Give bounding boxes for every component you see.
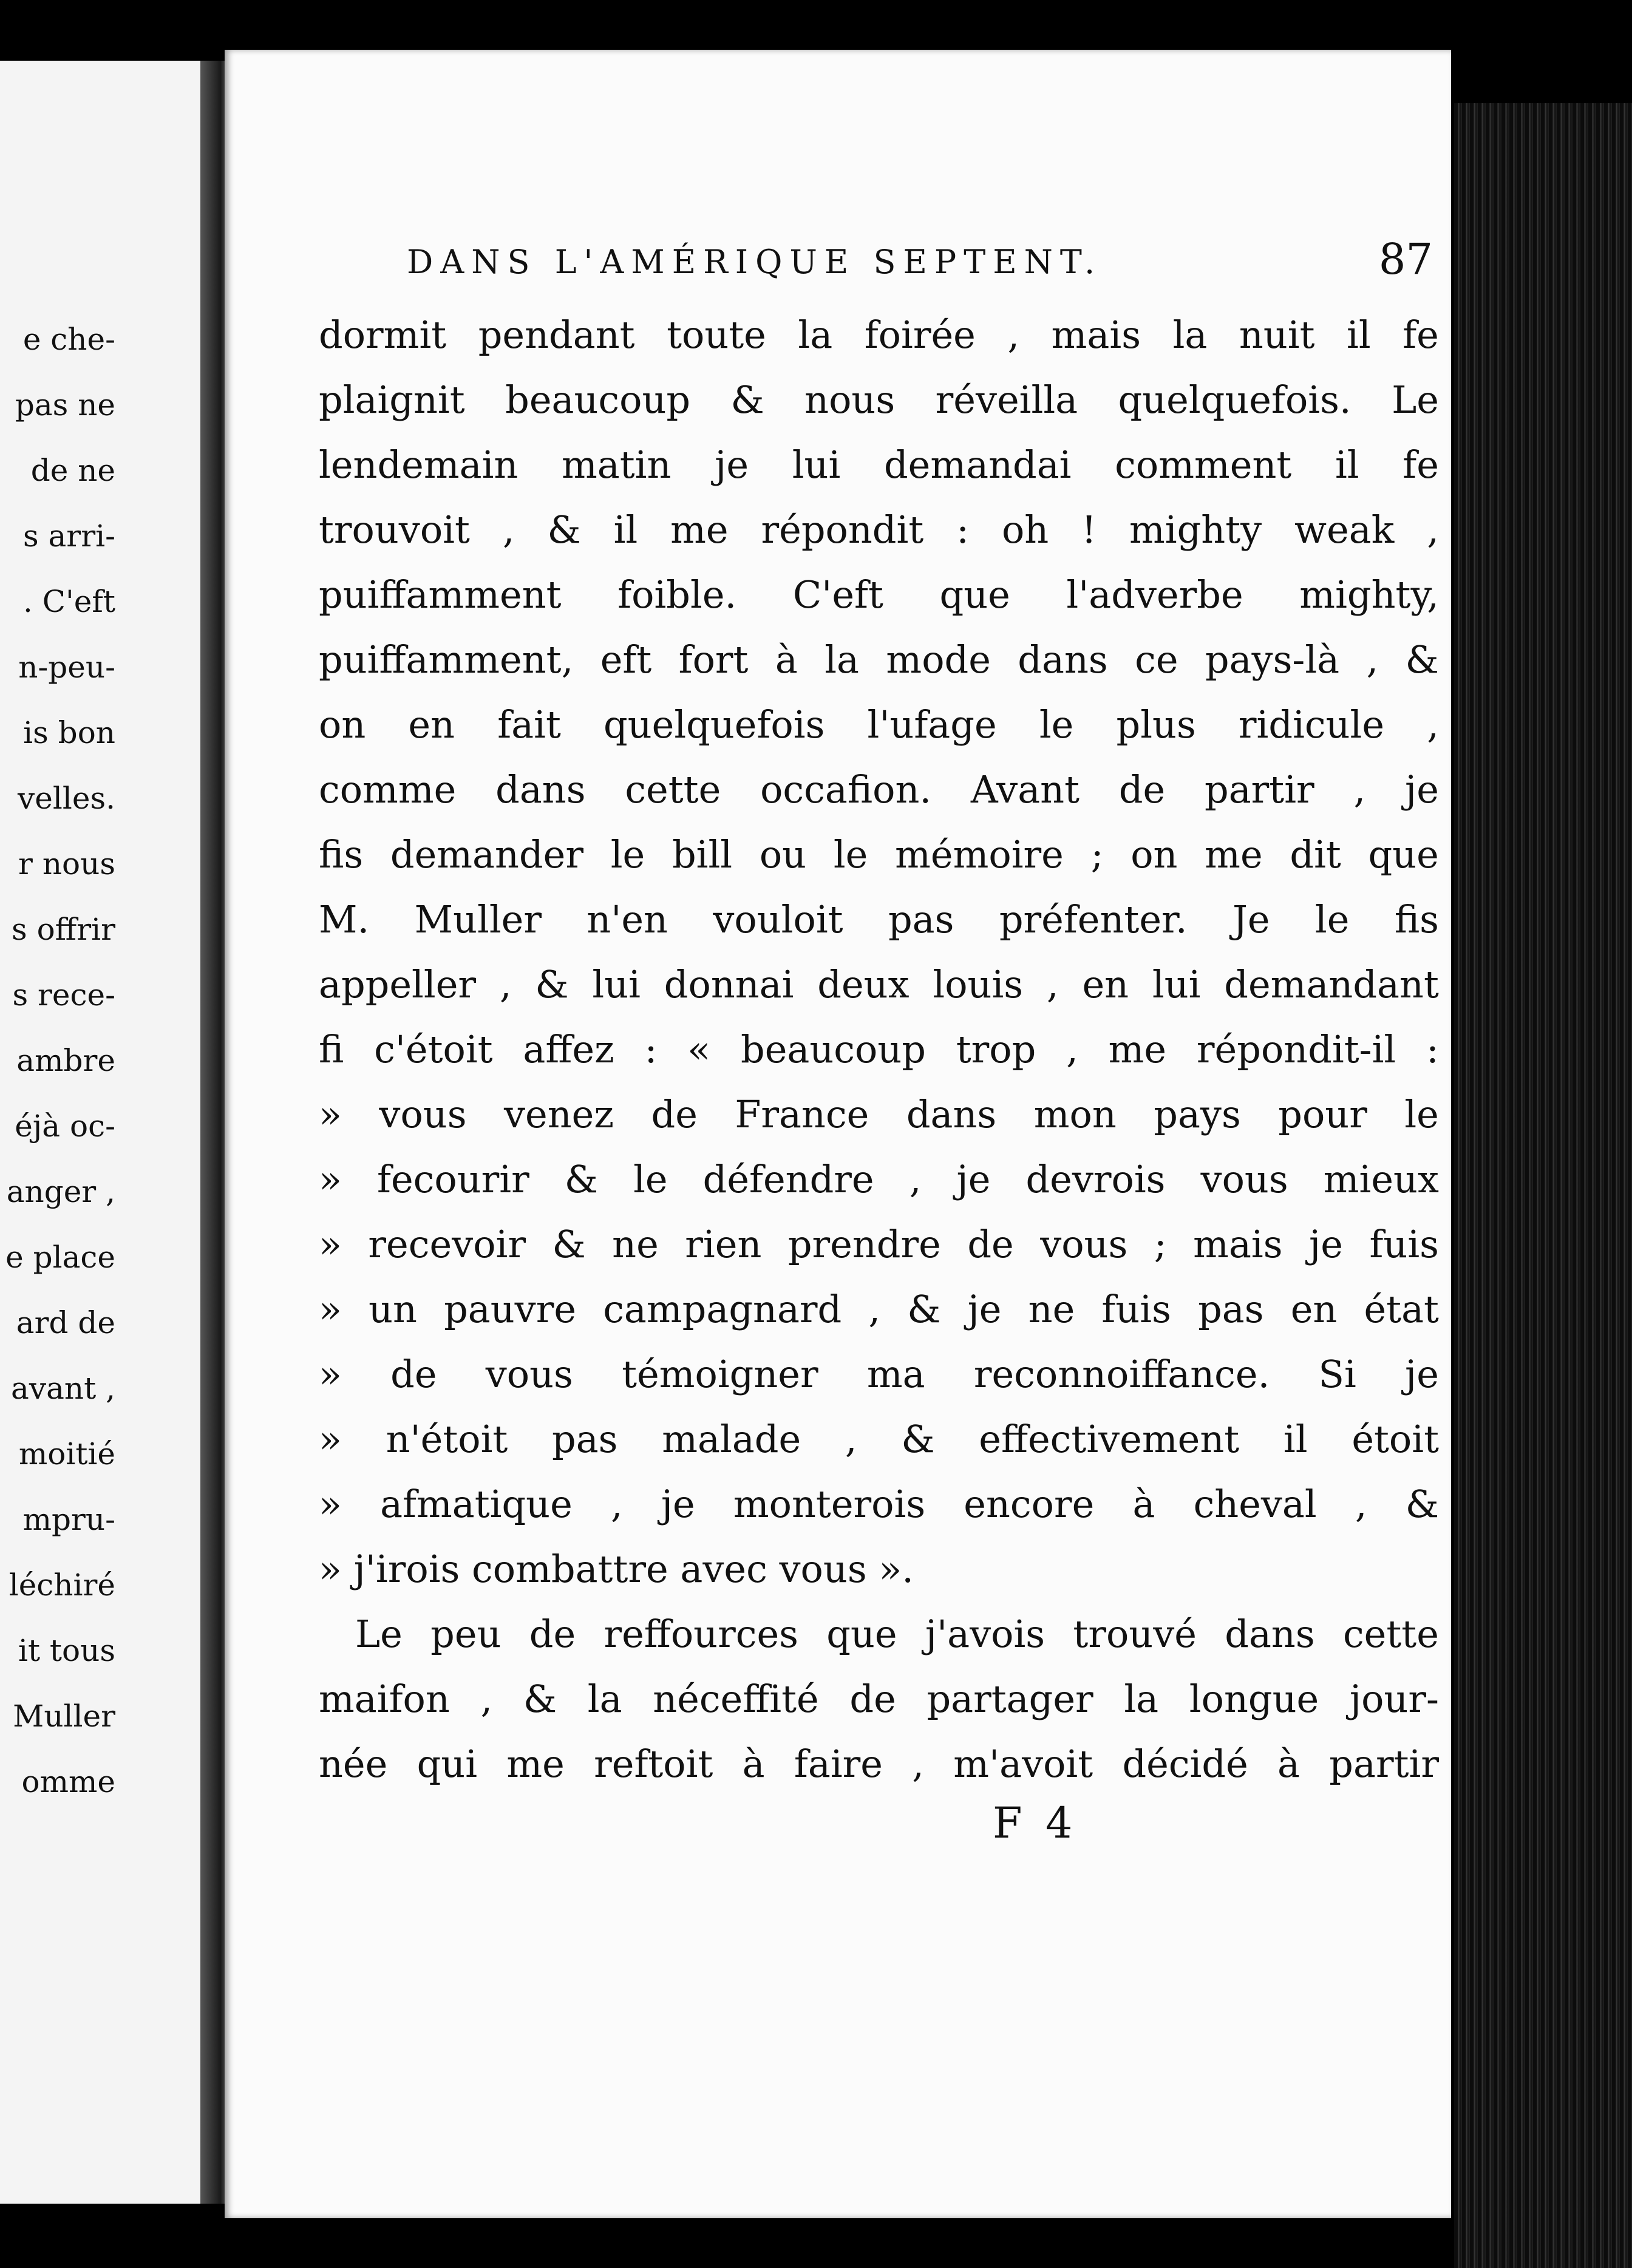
body-line: trouvoit , & il me répondit : oh ! mighty weak ,	[319, 508, 1439, 552]
body-line: puiffamment foible. C'eft que l'adverbe mighty,	[319, 572, 1439, 617]
body-line: » n'étoit pas malade , & effectivement il étoit	[319, 1417, 1439, 1461]
left-page-line: mpru-	[22, 1502, 115, 1537]
left-page-line: ambre	[16, 1043, 115, 1078]
body-line: appeller , & lui donnai deux louis , en lui demandant	[319, 962, 1439, 1007]
body-line: » afmatique , je monterois encore à cheval , &	[319, 1482, 1439, 1526]
body-line: plaignit beaucoup & nous réveilla quelquefois. Le	[319, 378, 1439, 422]
right-page	[225, 50, 1451, 2218]
left-page-line: pas ne	[15, 387, 115, 423]
body-line: maifon , & la néceffité de partager la longue jour-	[319, 1677, 1439, 1721]
left-page-line: . C'eft	[23, 584, 115, 619]
body-line: puiffamment, eft fort à la mode dans ce pays-là , &	[319, 637, 1439, 682]
left-page-line: e che-	[22, 322, 115, 357]
left-page-line: moitié	[18, 1436, 115, 1472]
page-edges	[1454, 103, 1632, 2268]
body-line: » recevoir & ne rien prendre de vous ; mais je fuis	[319, 1222, 1439, 1266]
signature-mark: F 4	[993, 1798, 1078, 1848]
left-page-line: léchiré	[8, 1567, 115, 1603]
left-page-line: de ne	[30, 453, 115, 488]
left-facing-page	[0, 61, 200, 2204]
body-line: » un pauvre campagnard , & je ne fuis pas en état	[319, 1287, 1439, 1331]
body-line: lendemain matin je lui demandai comment il fe	[319, 443, 1439, 487]
left-page-line: velles.	[18, 781, 115, 816]
left-page-line: r nous	[18, 846, 115, 881]
body-line: » fecourir & le défendre , je devrois vous mieux	[319, 1157, 1439, 1201]
body-line: on en fait quelquefois l'ufage le plus ridicule ,	[319, 702, 1439, 747]
left-page-line: ard de	[16, 1305, 115, 1340]
left-page-line: Muller	[13, 1699, 115, 1734]
body-line: M. Muller n'en vouloit pas préfenter. Je le fis	[319, 897, 1439, 942]
body-text	[225, 50, 1451, 1871]
left-page-line: it tous	[18, 1633, 115, 1668]
left-page-line: is bon	[23, 715, 115, 750]
body-line: née qui me reftoit à faire , m'avoit décidé à partir	[319, 1742, 1439, 1786]
left-page-line: e place	[5, 1240, 115, 1275]
left-page-line: s rece-	[12, 977, 115, 1013]
left-page-line: n-peu-	[18, 650, 115, 685]
body-line: » vous venez de France dans mon pays pour le	[319, 1092, 1439, 1136]
left-page-line: anger ,	[6, 1174, 115, 1209]
left-page-line: avant ,	[11, 1371, 115, 1406]
left-page-line: éjà oc-	[15, 1109, 115, 1144]
body-line: » j'irois combattre avec vous ».	[319, 1547, 914, 1591]
left-page-line: omme	[21, 1764, 115, 1799]
body-line: dormit pendant toute la foirée , mais la nuit il fe	[319, 313, 1439, 357]
body-line: » de vous témoigner ma reconnoiffance. Si je	[319, 1352, 1439, 1396]
page-number: 87	[1378, 234, 1433, 284]
left-page-line: s offrir	[12, 912, 115, 947]
body-line: comme dans cette occafion. Avant de partir , je	[319, 767, 1439, 812]
running-head-title: DANS L'AMÉRIQUE SEPTENT.	[407, 243, 1103, 281]
body-line: Le peu de reffources que j'avois trouvé dans cette	[355, 1612, 1439, 1656]
body-line: fi c'étoit affez : « beaucoup trop , me répondit-il :	[319, 1027, 1439, 1071]
body-line: fis demander le bill ou le mémoire ; on me dit que	[319, 832, 1439, 877]
left-page-line: s arri-	[22, 518, 115, 554]
